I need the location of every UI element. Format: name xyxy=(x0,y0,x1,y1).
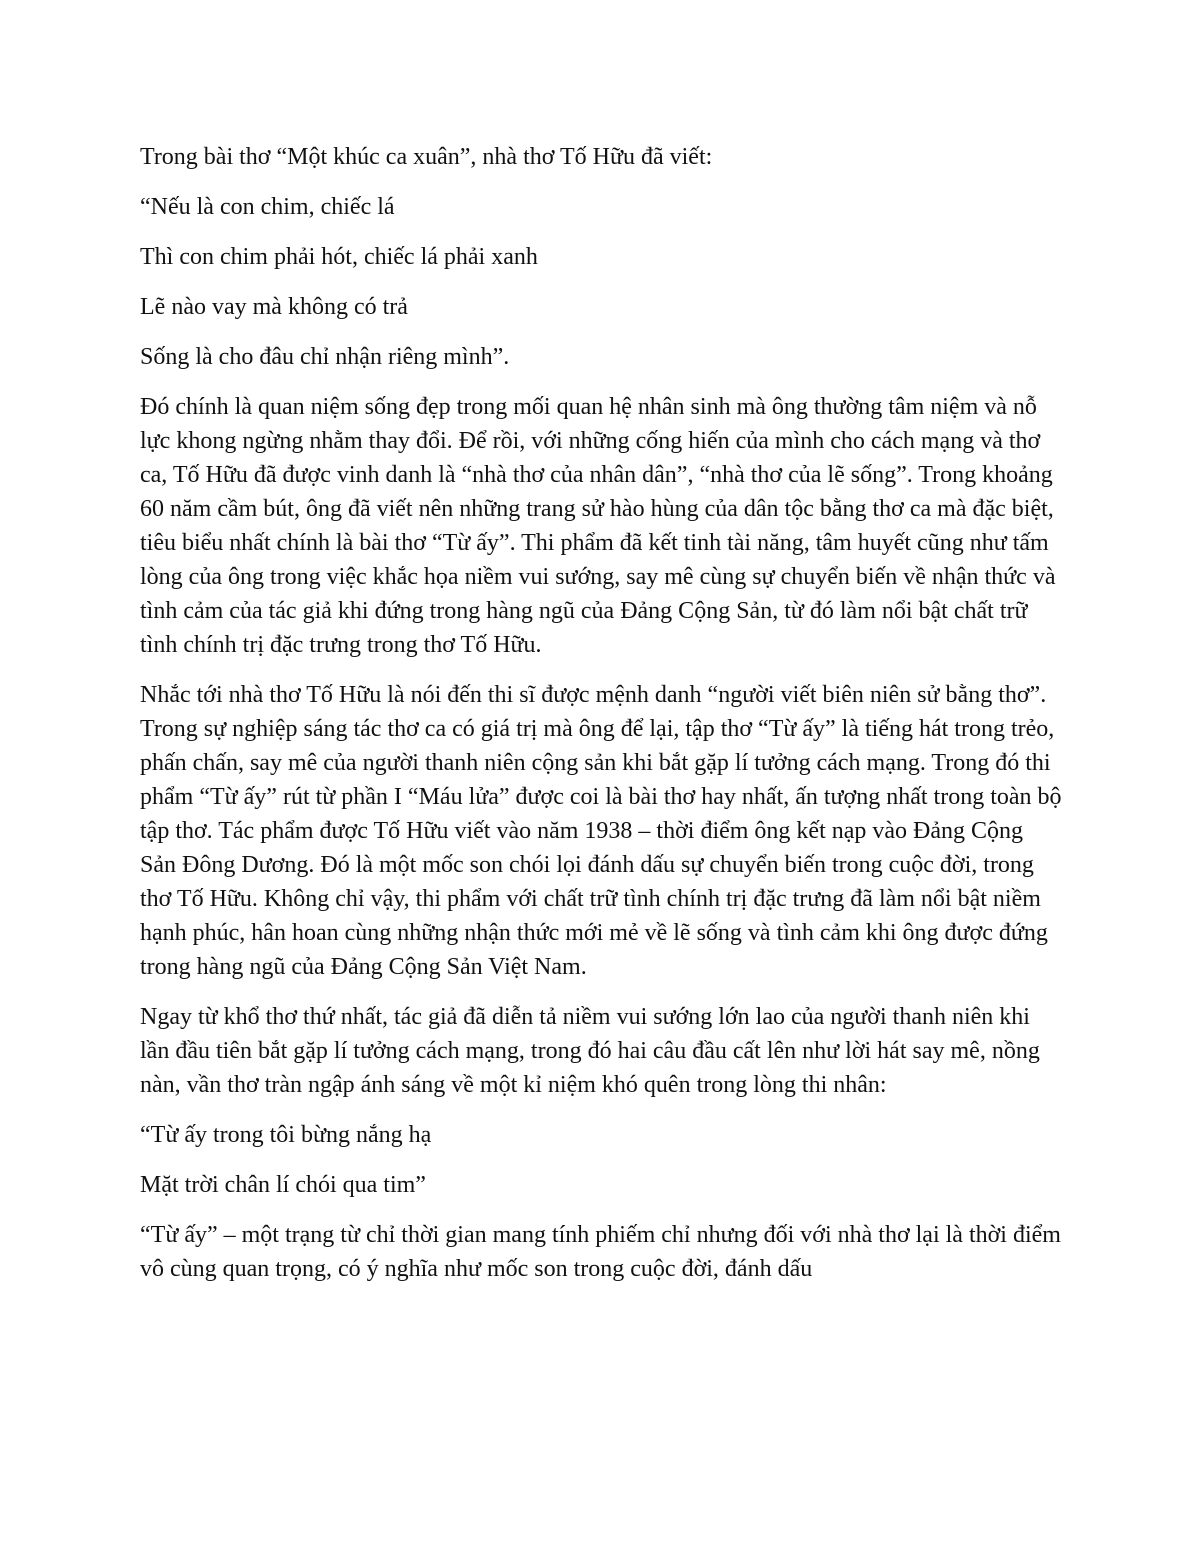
intro-paragraph: Trong bài thơ “Một khúc ca xuân”, nhà thơ Tố Hữu đã viết: xyxy=(140,144,713,170)
poem-line-1: “Nếu là con chim, chiếc lá xyxy=(140,194,395,220)
quote-line-2: Mặt trời chân lí chói qua tim” xyxy=(140,1172,426,1198)
poem-line-4: Sống là cho đâu chỉ nhận riêng mình”. xyxy=(140,344,510,370)
quote-line-1: “Từ ấy trong tôi bừng nắng hạ xyxy=(140,1122,432,1148)
poem-line-2: Thì con chim phải hót, chiếc lá phải xanh xyxy=(140,244,538,270)
document-body xyxy=(140,140,1065,1302)
body-paragraph-4: “Từ ấy” – một trạng từ chỉ thời gian mang tính phiếm chỉ nhưng đối với nhà thơ lại là thời điểm vô cùng quan trọng, có ý nghĩa như mốc son trong cuộc đời, đánh dấu xyxy=(140,1222,1061,1282)
body-paragraph-2: Nhắc tới nhà thơ Tố Hữu là nói đến thi sĩ được mệnh danh “người viết biên niên sử bằng thơ”. Trong sự nghiệp sáng tác thơ ca có giá trị mà ông để lại, tập thơ “Từ ấy” là tiếng hát trong trẻo, phấn chấn, say mê của người thanh niên cộng sản khi bắt gặp lí tưởng cách mạng. Trong đó thi phẩm “Từ ấy” rút từ phần I “Máu lửa” được coi là bài thơ hay nhất, ấn tượng nhất trong toàn bộ tập thơ. Tác phẩm được Tố Hữu viết vào năm 1938 – thời điểm ông kết nạp vào Đảng Cộng Sản Đông Dương. Đó là một mốc son chói lọi đánh dấu sự chuyển biến trong cuộc đời, trong thơ Tố Hữu. Không chỉ vậy, thi phẩm với chất trữ tình chính trị đặc trưng đã làm nổi bật niềm hạnh phúc, hân hoan cùng những nhận thức mới mẻ về lẽ sống và tình cảm khi ông được đứng trong hàng ngũ của Đảng Cộng Sản Việt Nam. xyxy=(140,682,1062,980)
poem-line-3: Lẽ nào vay mà không có trả xyxy=(140,294,408,320)
body-paragraph-1: Đó chính là quan niệm sống đẹp trong mối quan hệ nhân sinh mà ông thường tâm niệm và nỗ lực khong ngừng nhằm thay đổi. Để rồi, với những cống hiến của mình cho cách mạng và thơ ca, Tố Hữu đã được vinh danh là “nhà thơ của nhân dân”, “nhà thơ của lẽ sống”. Trong khoảng 60 năm cầm bút, ông đã viết nên những trang sử hào hùng của dân tộc bằng thơ ca mà đặc biệt, tiêu biểu nhất chính là bài thơ “Từ ấy”. Thi phẩm đã kết tinh tài năng, tâm huyết cũng như tấm lòng của ông trong việc khắc họa niềm vui sướng, say mê cùng sự chuyển biến về nhận thức và tình cảm của tác giả khi đứng trong hàng ngũ của Đảng Cộng Sản, từ đó làm nổi bật chất trữ tình chính trị đặc trưng trong thơ Tố Hữu. xyxy=(140,394,1056,658)
body-paragraph-3: Ngay từ khổ thơ thứ nhất, tác giả đã diễn tả niềm vui sướng lớn lao của người thanh niên khi lần đầu tiên bắt gặp lí tưởng cách mạng, trong đó hai câu đầu cất lên như lời hát say mê, nồng nàn, vần thơ tràn ngập ánh sáng về một kỉ niệm khó quên trong lòng thi nhân: xyxy=(140,1004,1040,1098)
